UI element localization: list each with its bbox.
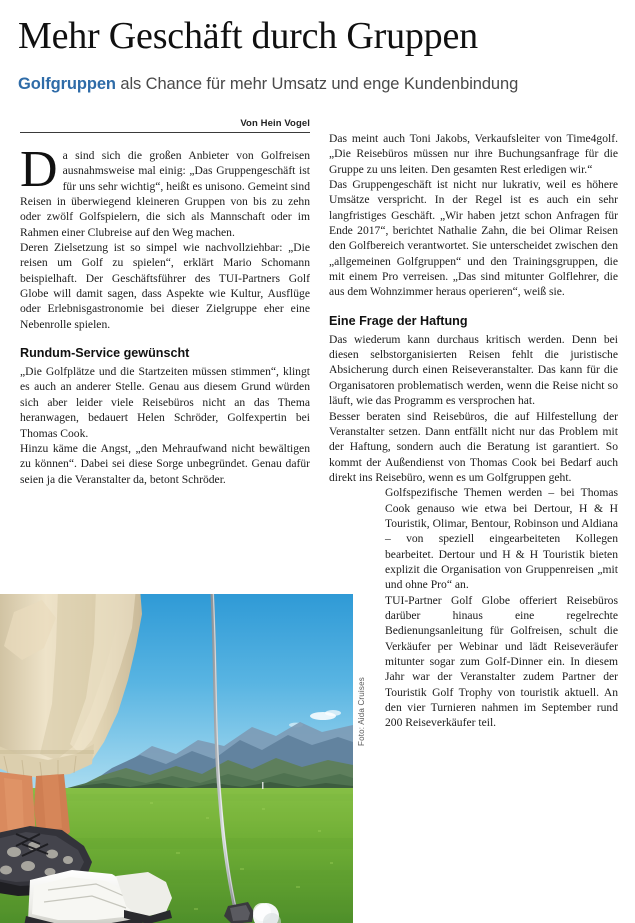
byline-block (20, 118, 310, 133)
golf-scene-illustration (0, 594, 353, 923)
paragraph: Da sind sich die großen Anbieter von Golfreisen ausnahmsweise mal einig: „Das Gruppengeschäft ist für uns sehr wichtig“, heißt es unisono. Gemeint sind Reisen in überwiegend kleineren Gruppen von bis zu zehn oder zwölf Golfspielern, die sich als Mannschaft oder im Rahmen einer Clubreise auf den Weg machen. (20, 141, 310, 239)
subheadline-kicker: Golfgruppen (18, 75, 116, 93)
subheadline-rest: als Chance für mehr Umsatz und enge Kundenbindung (115, 75, 519, 93)
photo-credit: Foto: Aida Cruises (357, 677, 366, 746)
section-subheading: Rundum-Service gewünscht (20, 346, 190, 361)
paragraph: Golfspezifische Themen werden – bei Thomas Cook genauso wie etwa bei Dertour, H & H Touristik, Olimar, Bentour, Robinson und Aldiana – von speziell eingearbeiteten Kollegen bearbeitet. Dertour und H & H Touristik bieten explizit die Organisation von Gruppenreisen „mit und ohne Pro“ an. (385, 486, 618, 592)
paragraph: Das meint auch Toni Jakobs, Verkaufsleiter von Time4golf. „Die Reisebüros müssen nur ihre Buchungsanfrage für die Gruppe zu uns leiten. Den gesamten Rest erledigen wir.“ (329, 132, 618, 176)
paragraph: „Die Golfplätze und die Startzeiten müssen stimmen“, klingt es auch an anderer Stelle. Genau aus diesem Grund würden sich aber leider viele Reisebüros nicht an das Thema heranwagen, bedauert Helen Schröder, Golfexpertin bei Thomas Cook. (20, 365, 310, 440)
paragraph: Hinzu käme die Angst, „den Mehraufwand nicht bewältigen zu können“. Dabei sei diese Sorge unbegründet. Genau dafür seien ja die Veranstalter da, betont Schröder. (20, 441, 310, 486)
article-subheadline (18, 74, 618, 95)
paragraph: Das wiederum kann durchaus kritisch werden. Denn bei diesen selbstorganisierten Reisen fehlt die juristische Absicherung durch einen Reiseveranstalter. Das kann für die Organisatoren problematisch werden, wenn die Reise nicht so läuft, wie das Programm es versprochen hat. (329, 332, 618, 408)
byline-divider (20, 132, 310, 133)
article-photo (0, 594, 353, 923)
section-subheading: Eine Frage der Haftung (329, 313, 468, 328)
paragraph: Deren Zielsetzung ist so simpel wie nachvollziehbar: „Die reisen um Golf zu spielen“, erklärt Mario Schomann beispielhaft. Der Geschäftsführer des TUI-Partners Golf Globe will damit sagen, dass Aspekte wie Kultur, Ausflüge oder Erlebnisgastronomie bei dieser Zielgruppe eher eine Nebenrolle spielen. (20, 241, 310, 331)
article-byline: Von Hein Vogel (240, 118, 310, 129)
article-masthead (18, 14, 618, 95)
page-title: Mehr Geschäft durch Gruppen (18, 15, 478, 57)
paragraph: TUI-Partner Golf Globe offeriert Reisebüros darüber hinaus eine regelrechte Bedienungsanleitung für Golfreisen, schult die Verkäufer per Webinar und lädt Reiseveräufer mitunter sogar zum Golf-Dinner ein. In diesem Jahr war der Veranstalter zudem Partner der Touristik Golf Trophy von touristik aktuell. An den vier Turnieren nahmen im September rund 200 Reiseverkäufer teil. (385, 593, 618, 730)
article-column-left (20, 141, 310, 487)
paragraph: Das Gruppengeschäft ist nicht nur lukrativ, weil es höhere Umsätze verspricht. In der Regel ist es auch ein sehr langfristiges Geschäft. „Wir haben jetzt schon Anfragen für Ende 2017“, berichtet Nathalie Zahn, die bei Olimar Reisen den Golfbereich verantwortet. Sie unterscheidet zwischen den „allgemeinen Golfgruppen“ und den Trainingsgruppen, die mit einem Pro verreisen. „Das sind mitunter Golflehrer, die aus dem Wohnzimmer heraus operieren“, weiß sie. (329, 178, 618, 299)
paragraph: Besser beraten sind Reisebüros, die auf Hilfestellung der Veranstalter setzen. Dann entfällt nicht nur das Problem mit der Haftung, sondern auch die Beratung ist garantiert. So kommt der Außendienst von Thomas Cook bei Bedarf auch direkt ins Reisebüro, wenn es um Golfgruppen geht. (329, 409, 618, 484)
article-column-right (329, 131, 618, 818)
